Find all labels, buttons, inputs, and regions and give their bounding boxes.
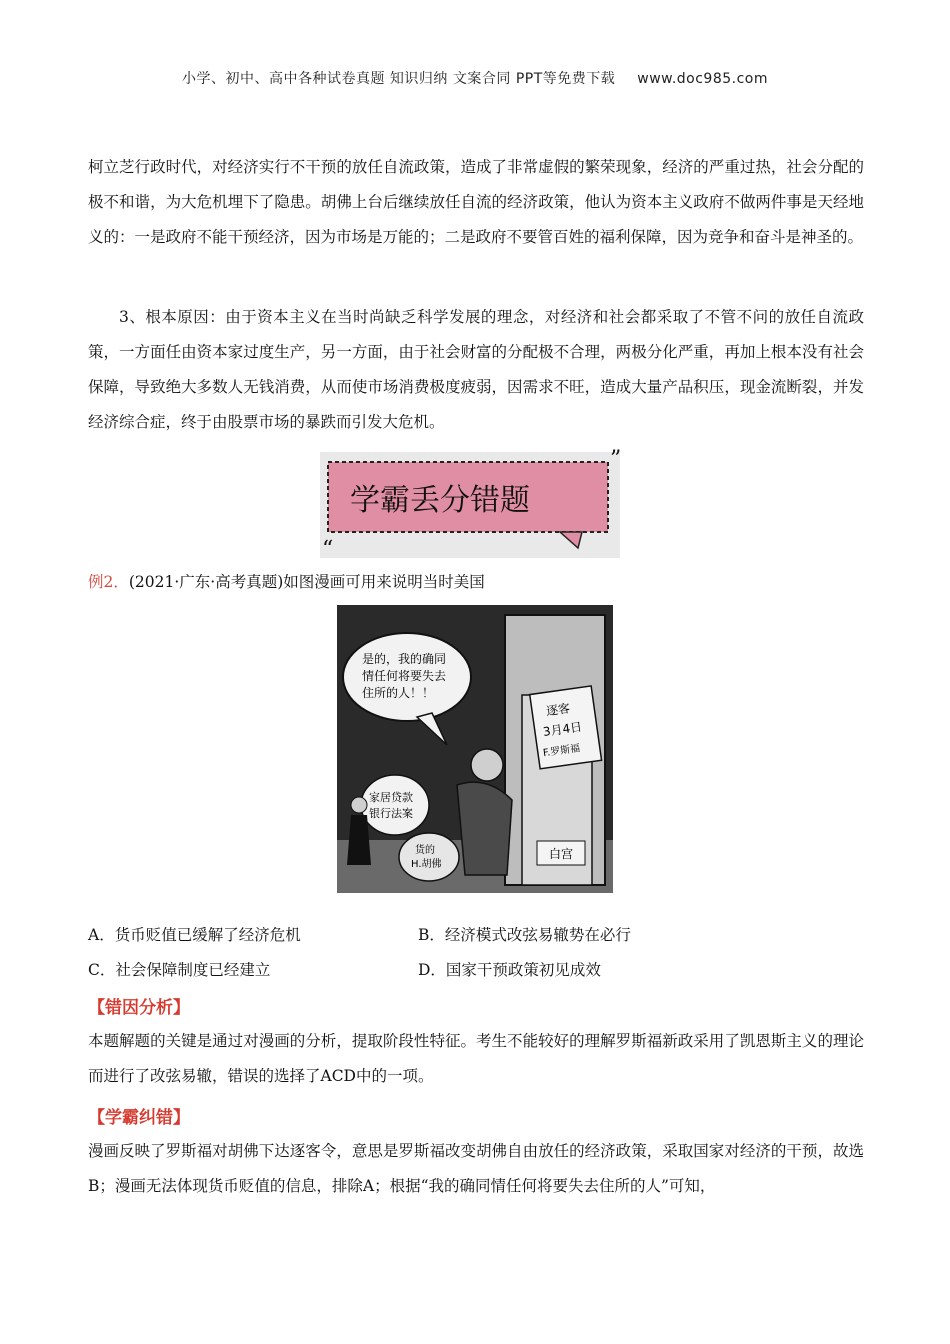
sack-label-2: H.胡佛 bbox=[411, 859, 442, 870]
option-a[interactable]: A．货币贬值已缓解了经济危机 bbox=[88, 926, 301, 944]
paragraph-policy: 柯立芝行政时代，对经济实行不干预的放任自流政策，造成了非常虚假的繁荣现象，经济的严重过热，社会分配的极不和谐，为大危机埋下了隐患。胡佛上台后继续放任自流的经济政策，他认为资本主义政府不做两件事是天经地义的：一是政府不能干预经济，因为市场是万能的；二是政府不要管百姓的福利保障，因为竞争和奋斗是神圣的。 bbox=[88, 158, 864, 246]
sign-line-2: 3月4日 bbox=[542, 719, 583, 740]
hoover-head bbox=[471, 749, 503, 781]
header-text: 小学、初中、高中各种试卷真题 知识归纳 文案合同 PPT等免费下载 bbox=[181, 71, 616, 87]
sack-label-1: 货的 bbox=[415, 845, 435, 856]
small-figure-body bbox=[347, 815, 371, 865]
speech-line-1: 是的，我的确同 bbox=[362, 652, 447, 666]
option-b[interactable]: B．经济模式改弦易辙势在必行 bbox=[418, 926, 631, 944]
mistake-banner bbox=[320, 447, 622, 562]
bag-label-2: 银行法案 bbox=[369, 807, 413, 820]
example-question-text: (2021·广东·高考真题)如图漫画可用来说明当时美国 bbox=[128, 573, 485, 591]
speech-line-2: 情任何将要失去 bbox=[362, 669, 447, 683]
political-cartoon bbox=[337, 605, 613, 893]
header-url[interactable]: www.doc985.com bbox=[637, 71, 769, 87]
small-figure-head bbox=[351, 797, 367, 813]
example-tag: 例2． bbox=[88, 573, 129, 591]
paragraph-root-cause: 3、根本原因：由于资本主义在当时尚缺乏科学发展的理念，对经济和社会都采取了不管不问的放任自流政策，一方面任由资本家过度生产，另一方面，由于社会财富的分配极不合理，两极分化严重，再加上根本没有社会保障，导致绝大多数人无钱消费，从而使市场消费极度疲弱，因需求不旺，造成大量产品积压，现金流断裂，并发经济综合症，终于由股票市场的暴跌而引发大危机。 bbox=[88, 308, 864, 431]
page-header bbox=[0, 68, 950, 88]
eviction-sign bbox=[530, 686, 602, 769]
correction-text: 漫画反映了罗斯福对胡佛下达逐客令，意思是罗斯福改变胡佛自由放任的经济政策，采取国家对经济的干预，故选B；漫画无法体现货币贬值的信息，排除A；根据“我的确同情任何将要失去住所的人”可知， bbox=[88, 1142, 864, 1195]
quote-close-icon: ” bbox=[610, 447, 622, 472]
bag-label-1: 家居贷款 bbox=[369, 791, 413, 804]
banner-text: 学霸丢分错题 bbox=[350, 483, 530, 518]
correction-title: 【学霸纠错】 bbox=[88, 1108, 190, 1128]
quote-open-icon: “ bbox=[322, 537, 334, 562]
option-d[interactable]: D．国家干预政策初见成效 bbox=[418, 961, 601, 979]
error-analysis-text: 本题解题的关键是通过对漫画的分析，提取阶段性特征。考生不能较好的理解罗斯福新政采用了凯恩斯主义的理论而进行了改弦易辙，错误的选择了ACD中的一项。 bbox=[88, 1032, 864, 1085]
speech-line-3: 住所的人！！ bbox=[362, 686, 435, 700]
sign-line-1: 逐客 bbox=[545, 701, 571, 719]
example-question bbox=[88, 570, 485, 592]
error-analysis-title: 【错因分析】 bbox=[88, 998, 190, 1018]
loan-bag bbox=[361, 775, 429, 835]
luggage-sack bbox=[399, 833, 459, 881]
door-label: 白宫 bbox=[549, 847, 574, 861]
option-c[interactable]: C．社会保障制度已经建立 bbox=[88, 961, 271, 979]
sign-line-3: F.罗斯福 bbox=[542, 743, 581, 760]
hoover-body bbox=[457, 782, 512, 875]
